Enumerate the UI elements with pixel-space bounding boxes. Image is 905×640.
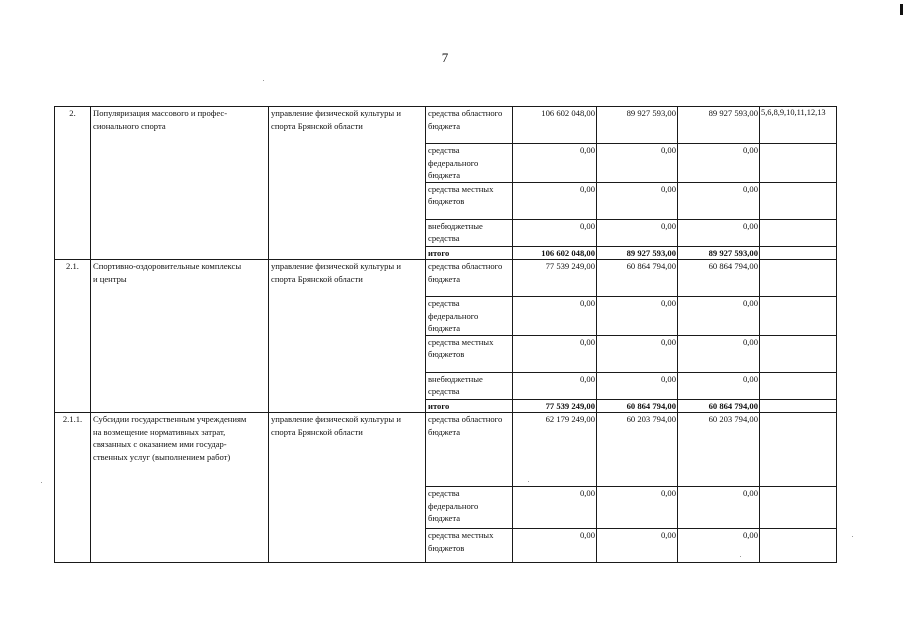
task-numbers: [760, 335, 837, 372]
amount-year-3: 60 203 794,00: [678, 413, 760, 487]
funding-source-line: бюджетов: [428, 349, 465, 359]
amount-year-2: 0,00: [597, 529, 678, 563]
funding-source-line: итого: [428, 400, 450, 411]
budget-table: [54, 106, 837, 563]
scan-artifact: [263, 80, 264, 81]
section-title-line: сионального спорта: [93, 120, 166, 131]
section-title-line: связанных с оказанием ими государ-: [93, 439, 227, 449]
section-number: 2.1.1.: [55, 413, 91, 563]
task-numbers: 5,6,8,9,10,11,12,13: [760, 107, 837, 144]
section-title-line: на возмещение нормативных затрат,: [93, 426, 226, 437]
funding-source-line: средства местных: [428, 530, 494, 540]
amount-year-3: 89 927 593,00: [678, 107, 760, 144]
amount-year-3: 60 864 794,00: [678, 260, 760, 297]
task-numbers: [760, 297, 837, 336]
section-title: [91, 260, 269, 413]
amount-year-1: 0,00: [513, 372, 597, 399]
funding-source-line: федерального: [428, 157, 479, 168]
funding-source: [426, 399, 513, 413]
funding-source-line: бюджета: [428, 273, 461, 284]
scan-artifact: [852, 536, 853, 537]
task-numbers: [760, 246, 837, 260]
funding-source-line: средства местных: [428, 183, 494, 194]
funding-source: [426, 297, 513, 336]
responsible-executor: [269, 107, 426, 260]
funding-source-line: бюджетов: [428, 542, 465, 553]
task-numbers: [760, 487, 837, 529]
funding-source-line: бюджета: [428, 120, 461, 131]
funding-source: [426, 372, 513, 399]
executor-line: управление физической культуры и: [271, 261, 401, 271]
amount-year-3: 0,00: [678, 335, 760, 372]
section-title-line: Субсидии государственным учреждениям: [93, 414, 247, 424]
section-title-line: Популяризация массового и профес-: [93, 108, 228, 118]
funding-source: [426, 487, 513, 529]
funding-source-line: итого: [428, 247, 450, 258]
amount-year-2: 0,00: [597, 487, 678, 529]
amount-year-2: 0,00: [597, 182, 678, 219]
amount-year-3: 60 864 794,00: [678, 399, 760, 413]
funding-source: [426, 182, 513, 219]
section-title-line: ственных услуг (выполнением работ): [93, 451, 231, 462]
section-title-line: Спортивно-оздоровительные комплексы: [93, 261, 242, 271]
funding-source-line: бюджета: [428, 323, 461, 333]
responsible-executor: [269, 413, 426, 563]
section-number: 2.: [55, 107, 91, 260]
amount-year-3: 0,00: [678, 144, 760, 183]
task-numbers: [760, 182, 837, 219]
funding-source-line: средства: [428, 488, 460, 498]
scan-artifact: [41, 482, 42, 483]
amount-year-1: 0,00: [513, 297, 597, 336]
amount-year-1: 106 602 048,00: [513, 107, 597, 144]
amount-year-2: 0,00: [597, 372, 678, 399]
funding-source: [426, 529, 513, 563]
funding-source-line: внебюджетные: [428, 373, 483, 384]
task-numbers: [760, 399, 837, 413]
amount-year-1: 0,00: [513, 182, 597, 219]
funding-source-line: средства: [428, 298, 460, 308]
amount-year-2: 60 864 794,00: [597, 399, 678, 413]
funding-source-line: бюджета: [428, 426, 461, 437]
amount-year-1: 77 539 249,00: [513, 399, 597, 413]
page-number: 7: [441, 50, 449, 65]
executor-line: спорта Брянской области: [271, 426, 363, 437]
funding-source: [426, 335, 513, 372]
responsible-executor: [269, 260, 426, 413]
funding-source: [426, 246, 513, 260]
section-number: 2.1.: [55, 260, 91, 413]
funding-source-line: средства областного: [428, 108, 503, 118]
scan-edge-mark: [900, 4, 903, 15]
amount-year-1: 77 539 249,00: [513, 260, 597, 297]
task-numbers: [760, 413, 837, 487]
task-numbers: [760, 260, 837, 297]
amount-year-1: 0,00: [513, 144, 597, 183]
table-row: [55, 260, 837, 297]
amount-year-3: 0,00: [678, 487, 760, 529]
amount-year-2: 0,00: [597, 335, 678, 372]
executor-line: спорта Брянской области: [271, 120, 363, 131]
funding-source-line: бюджетов: [428, 196, 465, 206]
funding-source-line: бюджета: [428, 513, 461, 523]
table-row: [55, 413, 837, 487]
amount-year-1: 0,00: [513, 335, 597, 372]
amount-year-3: 0,00: [678, 529, 760, 563]
section-title-line: и центры: [93, 273, 127, 284]
executor-line: управление физической культуры и: [271, 108, 401, 118]
task-numbers: [760, 372, 837, 399]
task-numbers: [760, 144, 837, 183]
amount-year-1: 62 179 249,00: [513, 413, 597, 487]
amount-year-2: 0,00: [597, 219, 678, 246]
amount-year-2: 89 927 593,00: [597, 107, 678, 144]
amount-year-1: 106 602 048,00: [513, 246, 597, 260]
funding-source-line: федерального: [428, 500, 479, 511]
funding-source: [426, 107, 513, 144]
funding-source-line: бюджета: [428, 170, 461, 180]
amount-year-2: 60 203 794,00: [597, 413, 678, 487]
amount-year-1: 0,00: [513, 529, 597, 563]
funding-source-line: средства областного: [428, 261, 503, 271]
section-title: [91, 413, 269, 563]
amount-year-3: 0,00: [678, 219, 760, 246]
amount-year-1: 0,00: [513, 487, 597, 529]
amount-year-1: 0,00: [513, 219, 597, 246]
amount-year-3: 0,00: [678, 182, 760, 219]
table-row: [55, 107, 837, 144]
funding-source: [426, 413, 513, 487]
amount-year-3: 0,00: [678, 372, 760, 399]
section-title: [91, 107, 269, 260]
amount-year-2: 0,00: [597, 297, 678, 336]
funding-source-line: средства: [428, 145, 460, 155]
funding-source-line: средства областного: [428, 414, 503, 424]
amount-year-3: 89 927 593,00: [678, 246, 760, 260]
amount-year-2: 60 864 794,00: [597, 260, 678, 297]
amount-year-2: 89 927 593,00: [597, 246, 678, 260]
funding-source-line: федерального: [428, 310, 479, 321]
task-numbers: [760, 529, 837, 563]
executor-line: управление физической культуры и: [271, 414, 401, 424]
funding-source: [426, 260, 513, 297]
funding-source-line: внебюджетные: [428, 220, 483, 231]
funding-source-line: средства: [428, 386, 460, 396]
funding-source: [426, 219, 513, 246]
amount-year-3: 0,00: [678, 297, 760, 336]
funding-source: [426, 144, 513, 183]
funding-source-line: средства местных: [428, 336, 494, 347]
executor-line: спорта Брянской области: [271, 273, 363, 284]
funding-source-line: средства: [428, 233, 460, 243]
amount-year-2: 0,00: [597, 144, 678, 183]
task-numbers: [760, 219, 837, 246]
